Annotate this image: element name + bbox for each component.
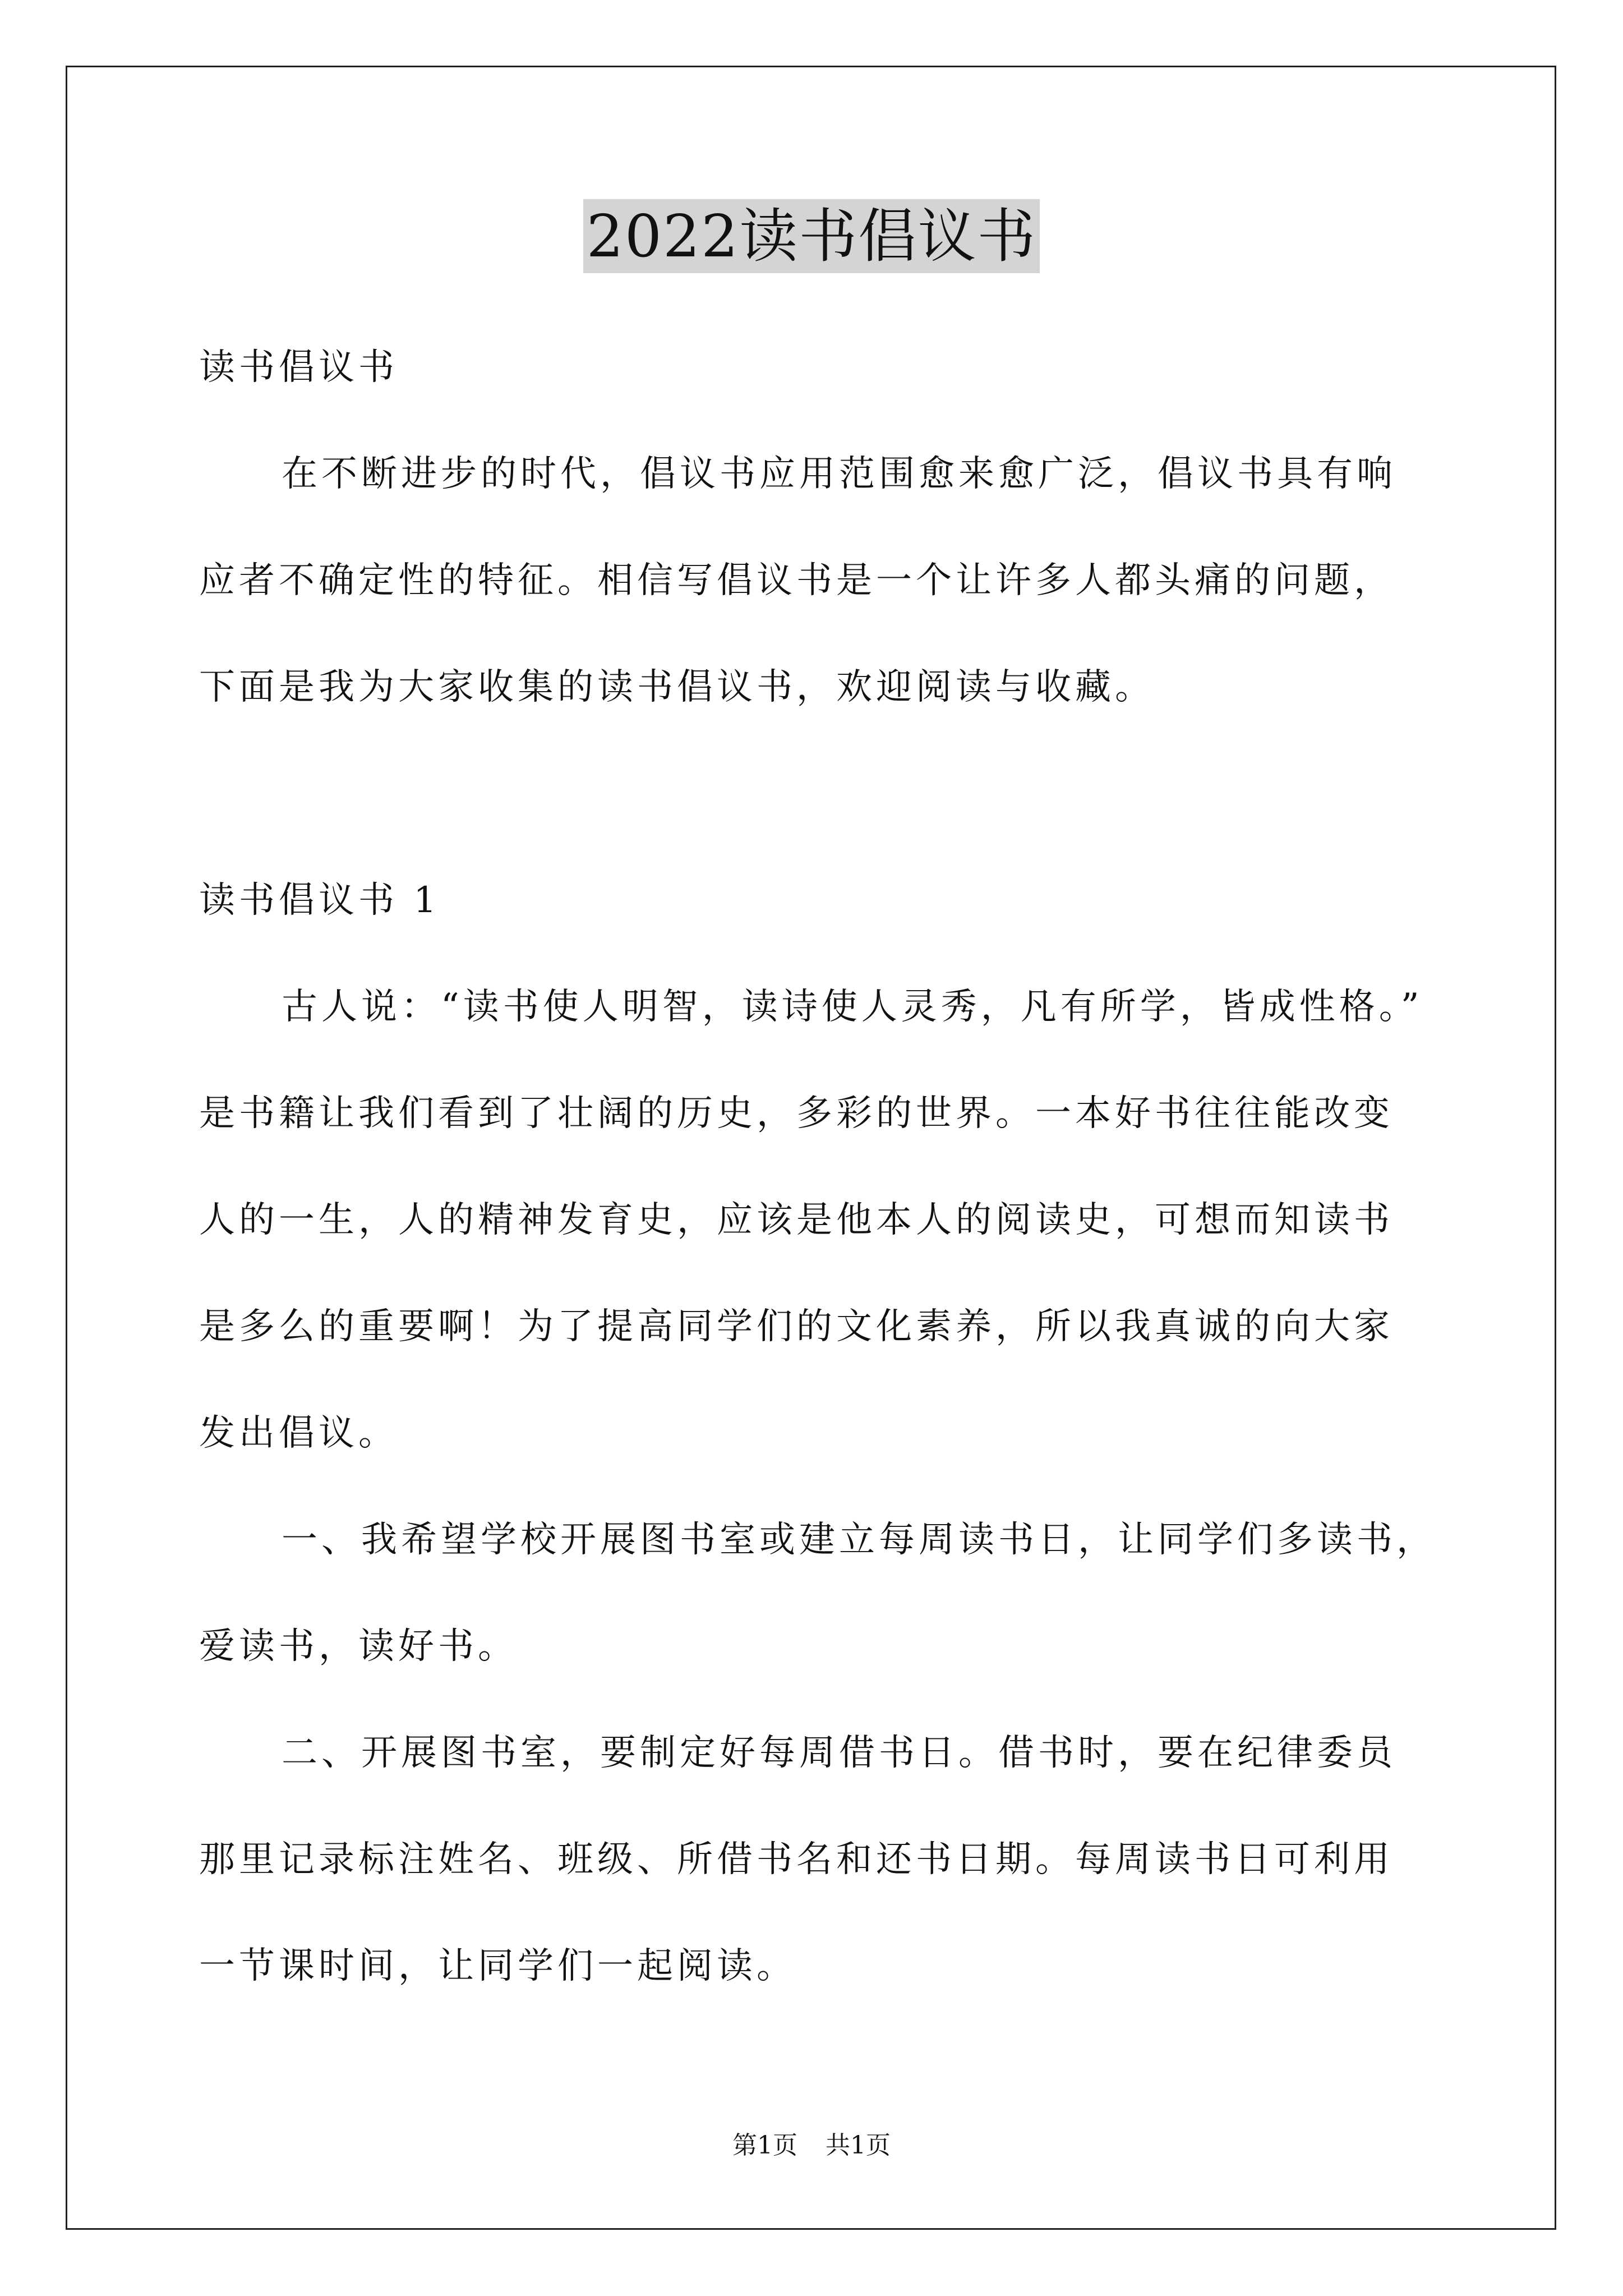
paragraph-line: 古人说：“读书使人明智，读诗使人灵秀，凡有所学，皆成性格。”: [282, 986, 1423, 1028]
paragraph-line: 是书籍让我们看到了壮阔的历史，多彩的世界。一本好书往往能改变: [199, 1093, 1394, 1134]
section-heading: 读书倡议书 1: [199, 880, 441, 921]
page-number: 第1页: [732, 2131, 797, 2160]
paragraph-line: 应者不确定性的特征。相信写倡议书是一个让许多人都头痛的问题，: [199, 560, 1394, 601]
section-heading: 读书倡议书: [199, 347, 398, 388]
paragraph-line: 是多么的重要啊！为了提高同学们的文化素养，所以我真诚的向大家: [199, 1306, 1394, 1347]
title-container: [0, 199, 1623, 273]
paragraph-line: 人的一生，人的精神发育史，应该是他本人的阅读史，可想而知读书: [199, 1199, 1394, 1241]
document-title: 2022读书倡议书: [583, 199, 1040, 273]
paragraph-line: 在不断进步的时代，倡议书应用范围愈来愈广泛，倡议书具有响: [282, 453, 1396, 495]
paragraph-line: 爱读书，读好书。: [199, 1626, 518, 1667]
page-footer: [0, 2129, 1623, 2162]
page-total: 共1页: [826, 2131, 891, 2160]
paragraph-line: 那里记录标注姓名、班级、所借书名和还书日期。每周读书日可利用: [199, 1839, 1394, 1880]
paragraph-line: 发出倡议。: [199, 1412, 398, 1454]
document-body: [199, 314, 1436, 2019]
paragraph-line: 一节课时间，让同学们一起阅读。: [199, 1945, 796, 1987]
paragraph-line: 二、开展图书室，要制定好每周借书日。借书时，要在纪律委员: [282, 1732, 1396, 1774]
paragraph-line: 一、我希望学校开展图书室或建立每周读书日，让同学们多读书，: [282, 1519, 1436, 1561]
paragraph-gap: [199, 740, 1433, 847]
paragraph-line: 下面是我为大家收集的读书倡议书，欢迎阅读与收藏。: [199, 666, 1155, 708]
